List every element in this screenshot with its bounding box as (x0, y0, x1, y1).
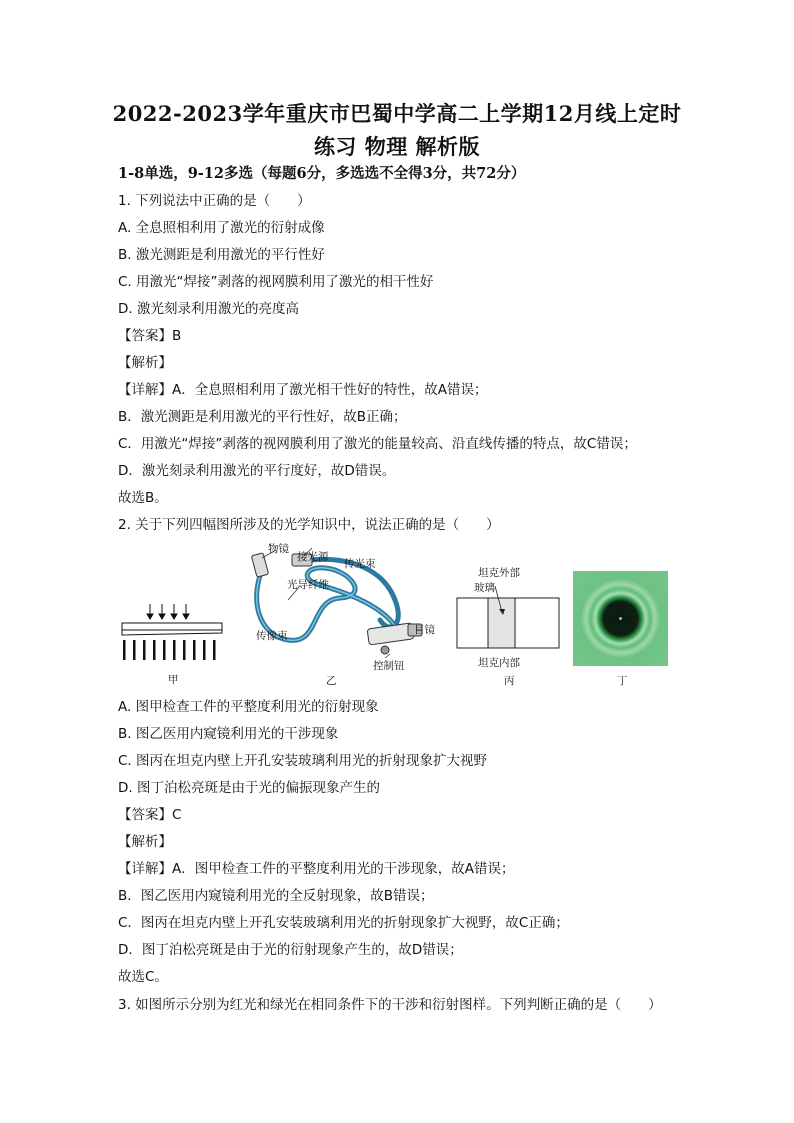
figure-yi-fiber-label: 光导纤维 (287, 579, 329, 591)
q2-detail-c: C．图丙在坦克内壁上开孔安装玻璃利用光的折射现象扩大视野，故C正确； (118, 915, 569, 931)
q2-stem: 2. 关于下列四幅图所涉及的光学知识中，说法正确的是（ ） (118, 517, 500, 533)
q2-option-c: C. 图丙在坦克内壁上开孔安装玻璃利用光的折射现象扩大视野 (118, 753, 488, 769)
figure-bing-inside-label: 坦克内部 (478, 657, 520, 669)
figure-yi-label: 乙 (326, 675, 337, 687)
q1-detail-a: 【详解】A．全息照相利用了激光相干性好的特性，故A错误； (118, 382, 488, 398)
figure-jia-label: 甲 (168, 674, 179, 686)
q1-detail-c: C．用激光“焊接”剥落的视网膜利用了激光的能量较高、沿直线传播的特点，故C错误； (118, 436, 637, 452)
q1-option-c: C. 用激光“焊接”剥落的视网膜利用了激光的相干性好 (118, 274, 434, 290)
q1-stem: 1. 下列说法中正确的是（ ） (118, 193, 311, 209)
q2-answer: 【答案】C (118, 807, 182, 823)
q2-analysis: 【解析】 (118, 834, 172, 850)
q3-stem: 3. 如图所示分别为红光和绿光在相同条件下的干涉和衍射图样。下列判断正确的是（ ） (118, 997, 662, 1013)
q1-analysis: 【解析】 (118, 355, 172, 371)
section-header: 1-8单选，9-12多选（每题6分，多选选不全得3分，共72分） (118, 165, 526, 182)
q1-conclusion: 故选B。 (118, 490, 168, 506)
q2-option-d: D. 图丁泊松亮斑是由于光的偏振现象产生的 (118, 780, 380, 796)
figure-ding (573, 571, 668, 666)
q1-option-d: D. 激光刻录利用激光的亮度高 (118, 301, 299, 317)
q2-detail-d: D．图丁泊松亮斑是由于光的衍射现象产生的，故D错误； (118, 942, 463, 958)
figure-bing (455, 582, 563, 654)
figure-yi-light-source-label: 接光源 (297, 551, 329, 563)
q1-detail-d: D．激光刻录利用激光的平行度好，故D错误。 (118, 463, 396, 479)
figure-yi-eyepiece-label: 目镜 (414, 624, 435, 636)
q2-detail-a: 【详解】A．图甲检查工件的平整度利用光的干涉现象，故A错误； (118, 861, 515, 877)
figure-bing-glass-label: 玻璃 (474, 582, 495, 594)
figure-yi-image-bundle-label: 传像束 (256, 630, 288, 642)
q2-option-b: B. 图乙医用内窥镜利用光的干涉现象 (118, 726, 339, 742)
figure-jia (118, 598, 228, 668)
figure-yi-control-knob-label: 控制钮 (373, 660, 405, 672)
figure-bing-label: 丙 (504, 675, 515, 687)
figure-bing-outside-label: 坦克外部 (478, 567, 520, 579)
q1-answer: 【答案】B (118, 328, 182, 344)
document-title-line2: 练习 物理 解析版 (313, 134, 481, 159)
q1-option-b: B. 激光测距是利用激光的平行性好 (118, 247, 325, 263)
figure-ding-label: 丁 (617, 675, 628, 687)
q1-option-a: A. 全息照相利用了激光的衍射成像 (118, 220, 325, 236)
q2-detail-b: B．图乙医用内窥镜利用光的全反射现象，故B错误； (118, 888, 434, 904)
q1-detail-b: B．激光测距是利用激光的平行性好，故B正确； (118, 409, 407, 425)
q2-conclusion: 故选C。 (118, 969, 168, 985)
figure-yi-light-bundle-label: 传光束 (344, 558, 376, 570)
document-title-line1: 2022-2023学年重庆市巴蜀中学高二上学期12月线上定时 (112, 101, 682, 126)
q2-option-a: A. 图甲检查工件的平整度利用光的衍射现象 (118, 699, 379, 715)
figure-yi-objective-label: 物镜 (268, 543, 289, 555)
